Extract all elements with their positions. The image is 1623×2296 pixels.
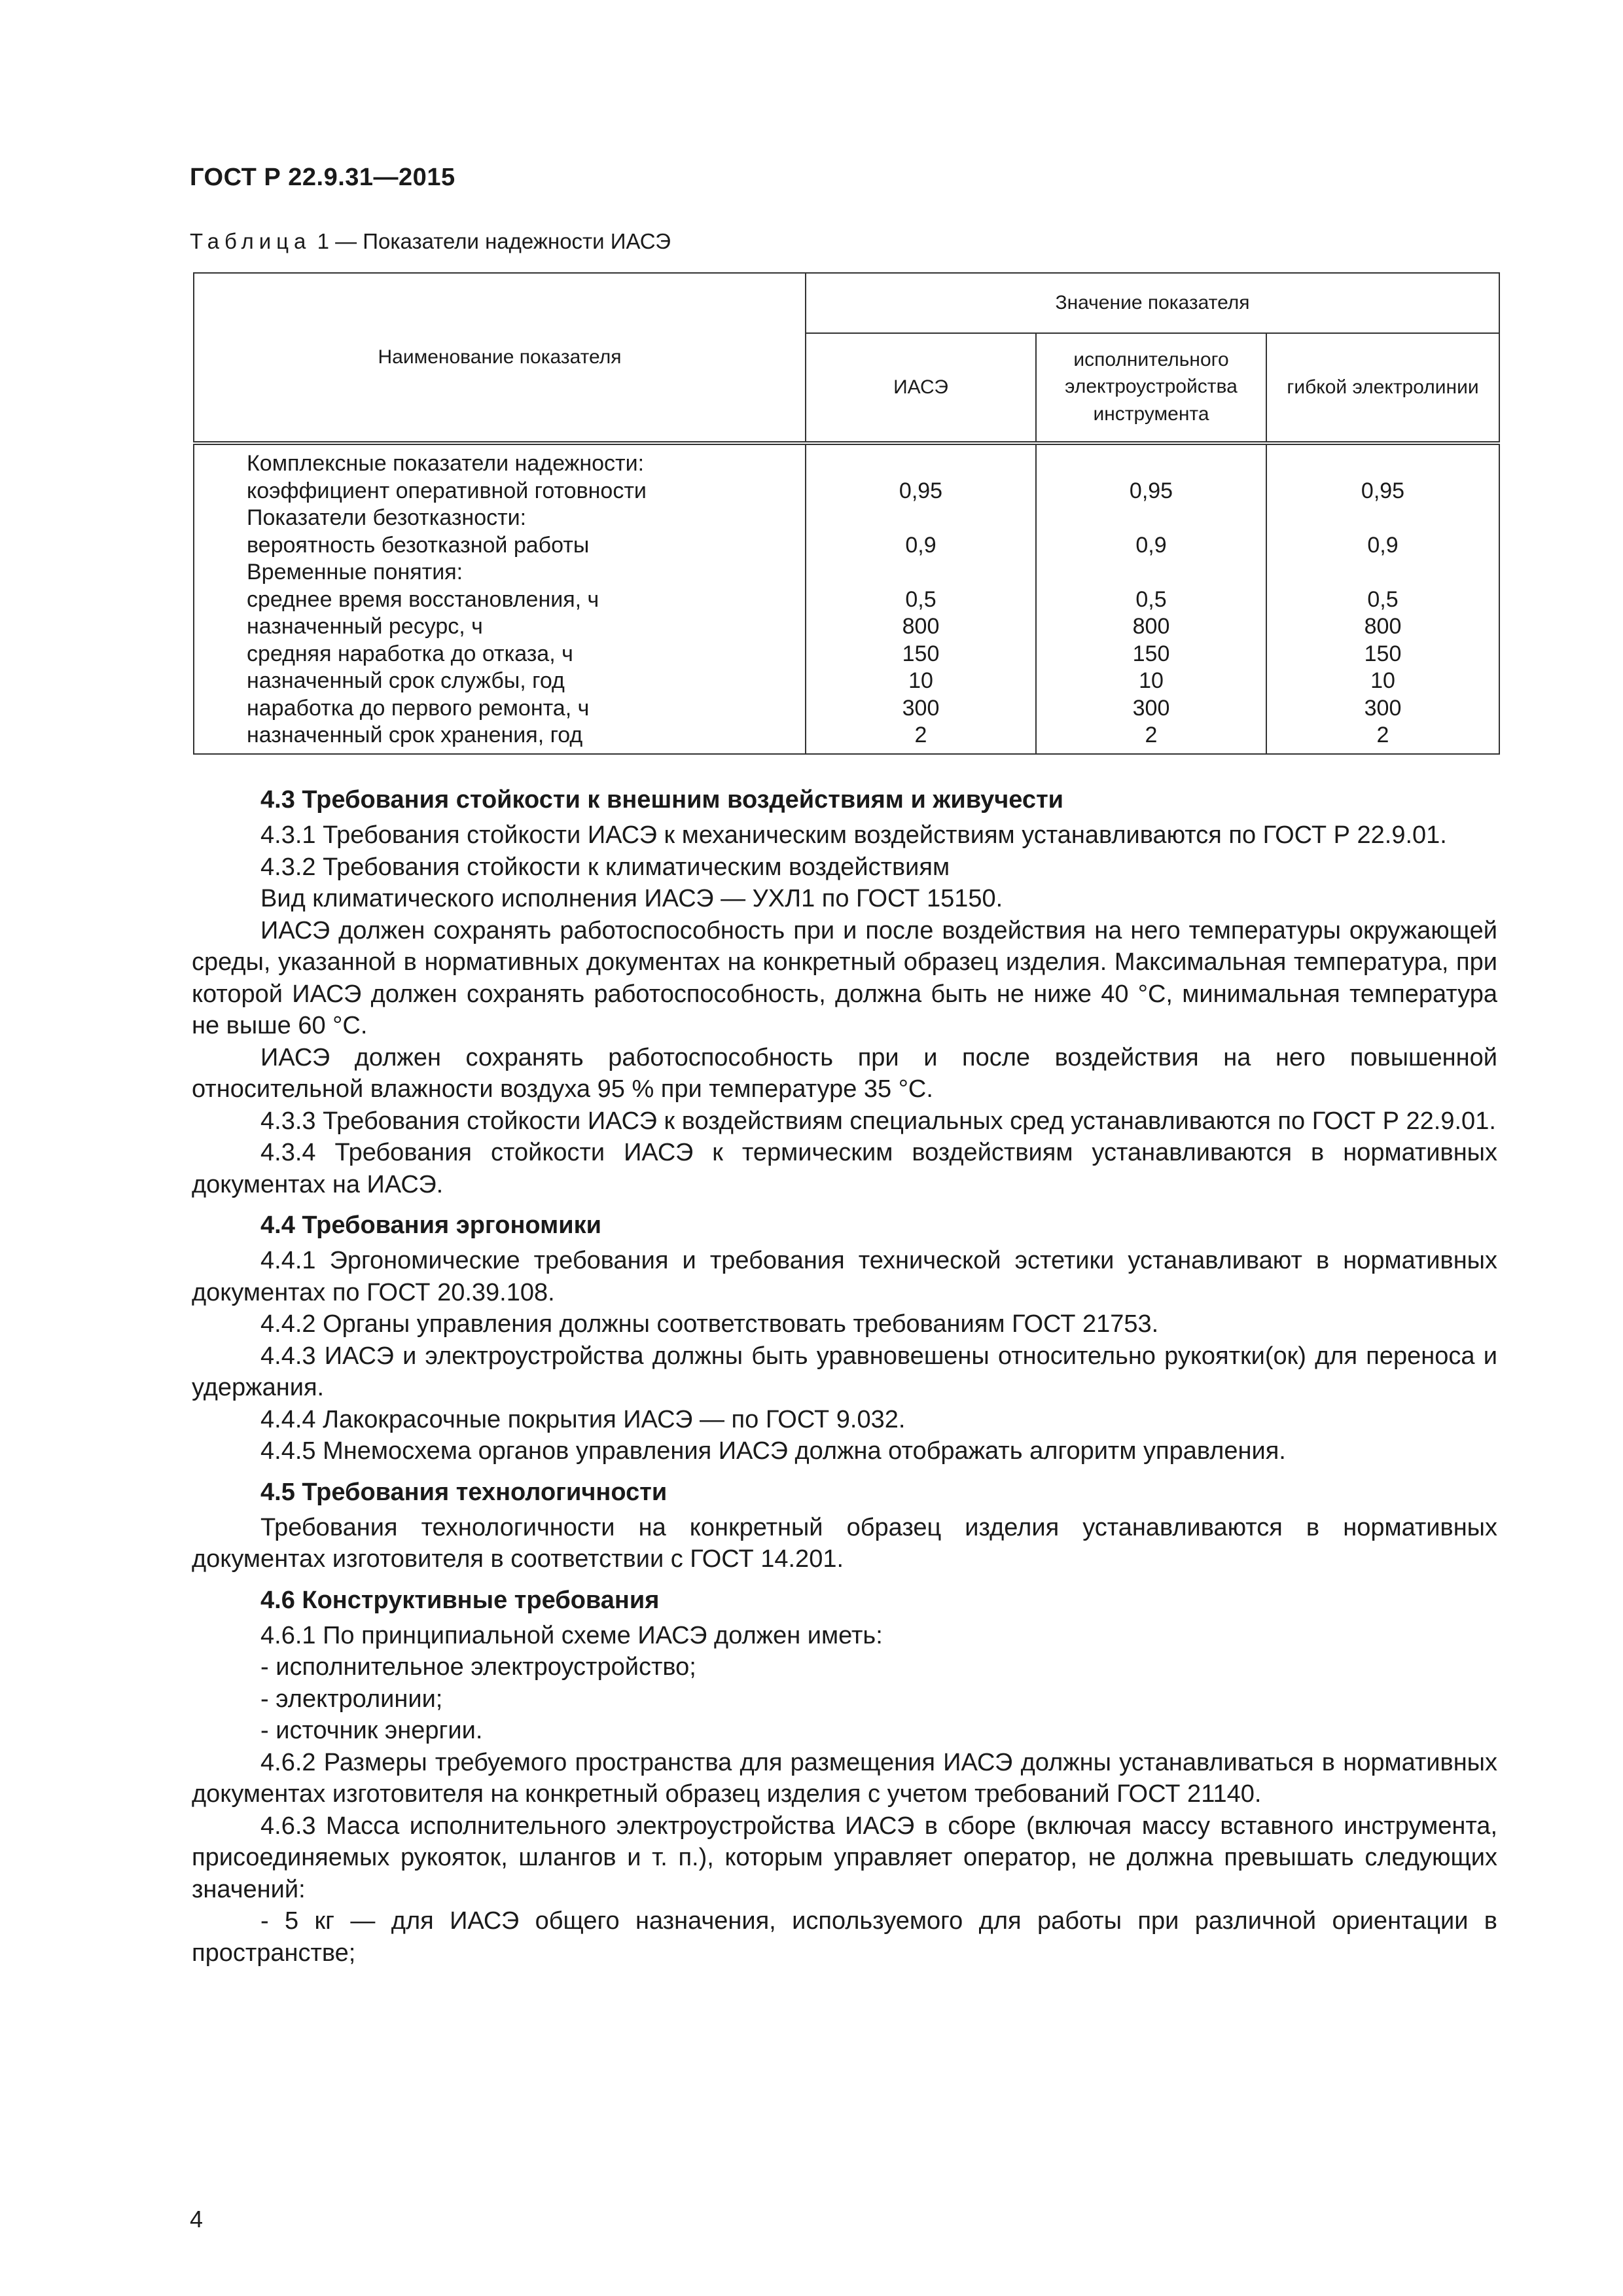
paragraph-4-3-3: 4.3.3 Требования стойкости ИАСЭ к воздействиям специальных сред устанавливаются по ГОСТ Р 22.9.01. [260, 1107, 1496, 1135]
document-code: ГОСТ Р 22.9.31—2015 [190, 164, 455, 191]
table-caption-word: Таблица [190, 229, 312, 253]
paragraph-4-3-2-temperature: ИАСЭ должен сохранять работоспособность при и после воздействия на него температуры окружающей среды, указанной в нормативных документах на конкретный образец изделия. Максимальная температура, при которой ИАСЭ должен сохранять работоспособность, должна быть не ниже 40 °С, минимальная температура не выше 60 °С. [192, 916, 1497, 1039]
list-item: - источник энергии. [260, 1717, 483, 1744]
paragraph-4-3-2-humidity: ИАСЭ должен сохранять работоспособность при и после воздействия на него повышенной относительной влажности воздуха 95 % при температуре 35 °С. [192, 1043, 1497, 1103]
list-item: - 5 кг — для ИАСЭ общего назначения, используемого для работы при различной ориентации в пространстве; [192, 1907, 1497, 1967]
table-row [194, 443, 1499, 754]
column-header-executive-device: исполнительного электроустройства инструмента [1036, 333, 1266, 443]
paragraph-4-3-1: 4.3.1 Требования стойкости ИАСЭ к механическим воздействиям устанавливаются по ГОСТ Р 22.9.01. [260, 821, 1447, 849]
column-header-name: Наименование показателя [194, 273, 806, 443]
document-body [192, 784, 1497, 1969]
paragraph-4-4-4: 4.4.4 Лакокрасочные покрытия ИАСЭ — по ГОСТ 9.032. [260, 1405, 906, 1433]
column-group-header-values: Значение показателя [806, 273, 1499, 333]
paragraph-4-6-2: 4.6.2 Размеры требуемого пространства для размещения ИАСЭ должны устанавливаться в нормативных документах изготовителя на конкретный образец изделия с учетом требований ГОСТ 21140. [192, 1748, 1497, 1808]
column-header-iase: ИАСЭ [806, 333, 1036, 443]
paragraph-4-5: Требования технологичности на конкретный образец изделия устанавливаются в нормативных документах изготовителя в соответствии с ГОСТ 14.201. [192, 1513, 1497, 1573]
column-header-flexible-line: гибкой электролинии [1266, 333, 1499, 443]
section-heading-4-4: 4.4 Требования эргономики [260, 1211, 601, 1239]
section-heading-4-5: 4.5 Требования технологичности [260, 1478, 668, 1506]
table-cell-values-flexible-line: 0,95 0,9 0,5 800 150 10 300 2 [1266, 443, 1499, 754]
list-item: - исполнительное электроустройство; [260, 1653, 696, 1681]
paragraph-4-4-5: 4.4.5 Мнемосхема органов управления ИАСЭ должна отображать алгоритм управления. [260, 1437, 1286, 1465]
table-cell-names: Комплексные показатели надежности: коэффициент оперативной готовности Показатели безотказности: вероятность безотказной работы Временные понятия: среднее время восстановления, ч назначенный ресурс, ч средняя наработка до отказа, ч назначенный срок службы, год наработка до первого ремонта, ч назначенный срок хранения, год [194, 443, 806, 754]
paragraph-4-6-3: 4.6.3 Масса исполнительного электроустройства ИАСЭ в сборе (включая массу вставного инструмента, присоединяемых рукояток, шлангов и т. п.), которым управляет оператор, не должна превышать следующих значений: [192, 1812, 1497, 1903]
list-item: - электролинии; [260, 1685, 443, 1713]
paragraph-4-4-3: 4.4.3 ИАСЭ и электроустройства должны быть уравновешены относительно рукоятки(ок) для переноса и удержания. [192, 1342, 1497, 1401]
paragraph-4-6-1: 4.6.1 По принципиальной схеме ИАСЭ должен иметь: [260, 1621, 883, 1649]
paragraph-4-4-2: 4.4.2 Органы управления должны соответствовать требованиям ГОСТ 21753. [260, 1310, 1159, 1338]
table-caption [190, 229, 671, 254]
table-cell-values-iase: 0,95 0,9 0,5 800 150 10 300 2 [806, 443, 1036, 754]
reliability-table [193, 272, 1500, 755]
paragraph-4-3-2: 4.3.2 Требования стойкости к климатическим воздействиям [260, 853, 950, 881]
section-heading-4-3: 4.3 Требования стойкости к внешним воздействиям и живучести [260, 786, 1064, 814]
table-cell-values-executive-device: 0,95 0,9 0,5 800 150 10 300 2 [1036, 443, 1266, 754]
table-caption-text: 1 — Показатели надежности ИАСЭ [317, 229, 671, 253]
paragraph-4-4-1: 4.4.1 Эргономические требования и требования технической эстетики устанавливают в нормативных документах по ГОСТ 20.39.108. [192, 1247, 1497, 1306]
page-number: 4 [190, 2206, 204, 2233]
section-heading-4-6: 4.6 Конструктивные требования [260, 1586, 660, 1614]
paragraph-4-3-2-climate: Вид климатического исполнения ИАСЭ — УХЛ1 по ГОСТ 15150. [260, 885, 1003, 912]
paragraph-4-3-4: 4.3.4 Требования стойкости ИАСЭ к термическим воздействиям устанавливаются в нормативных документах на ИАСЭ. [192, 1139, 1497, 1198]
